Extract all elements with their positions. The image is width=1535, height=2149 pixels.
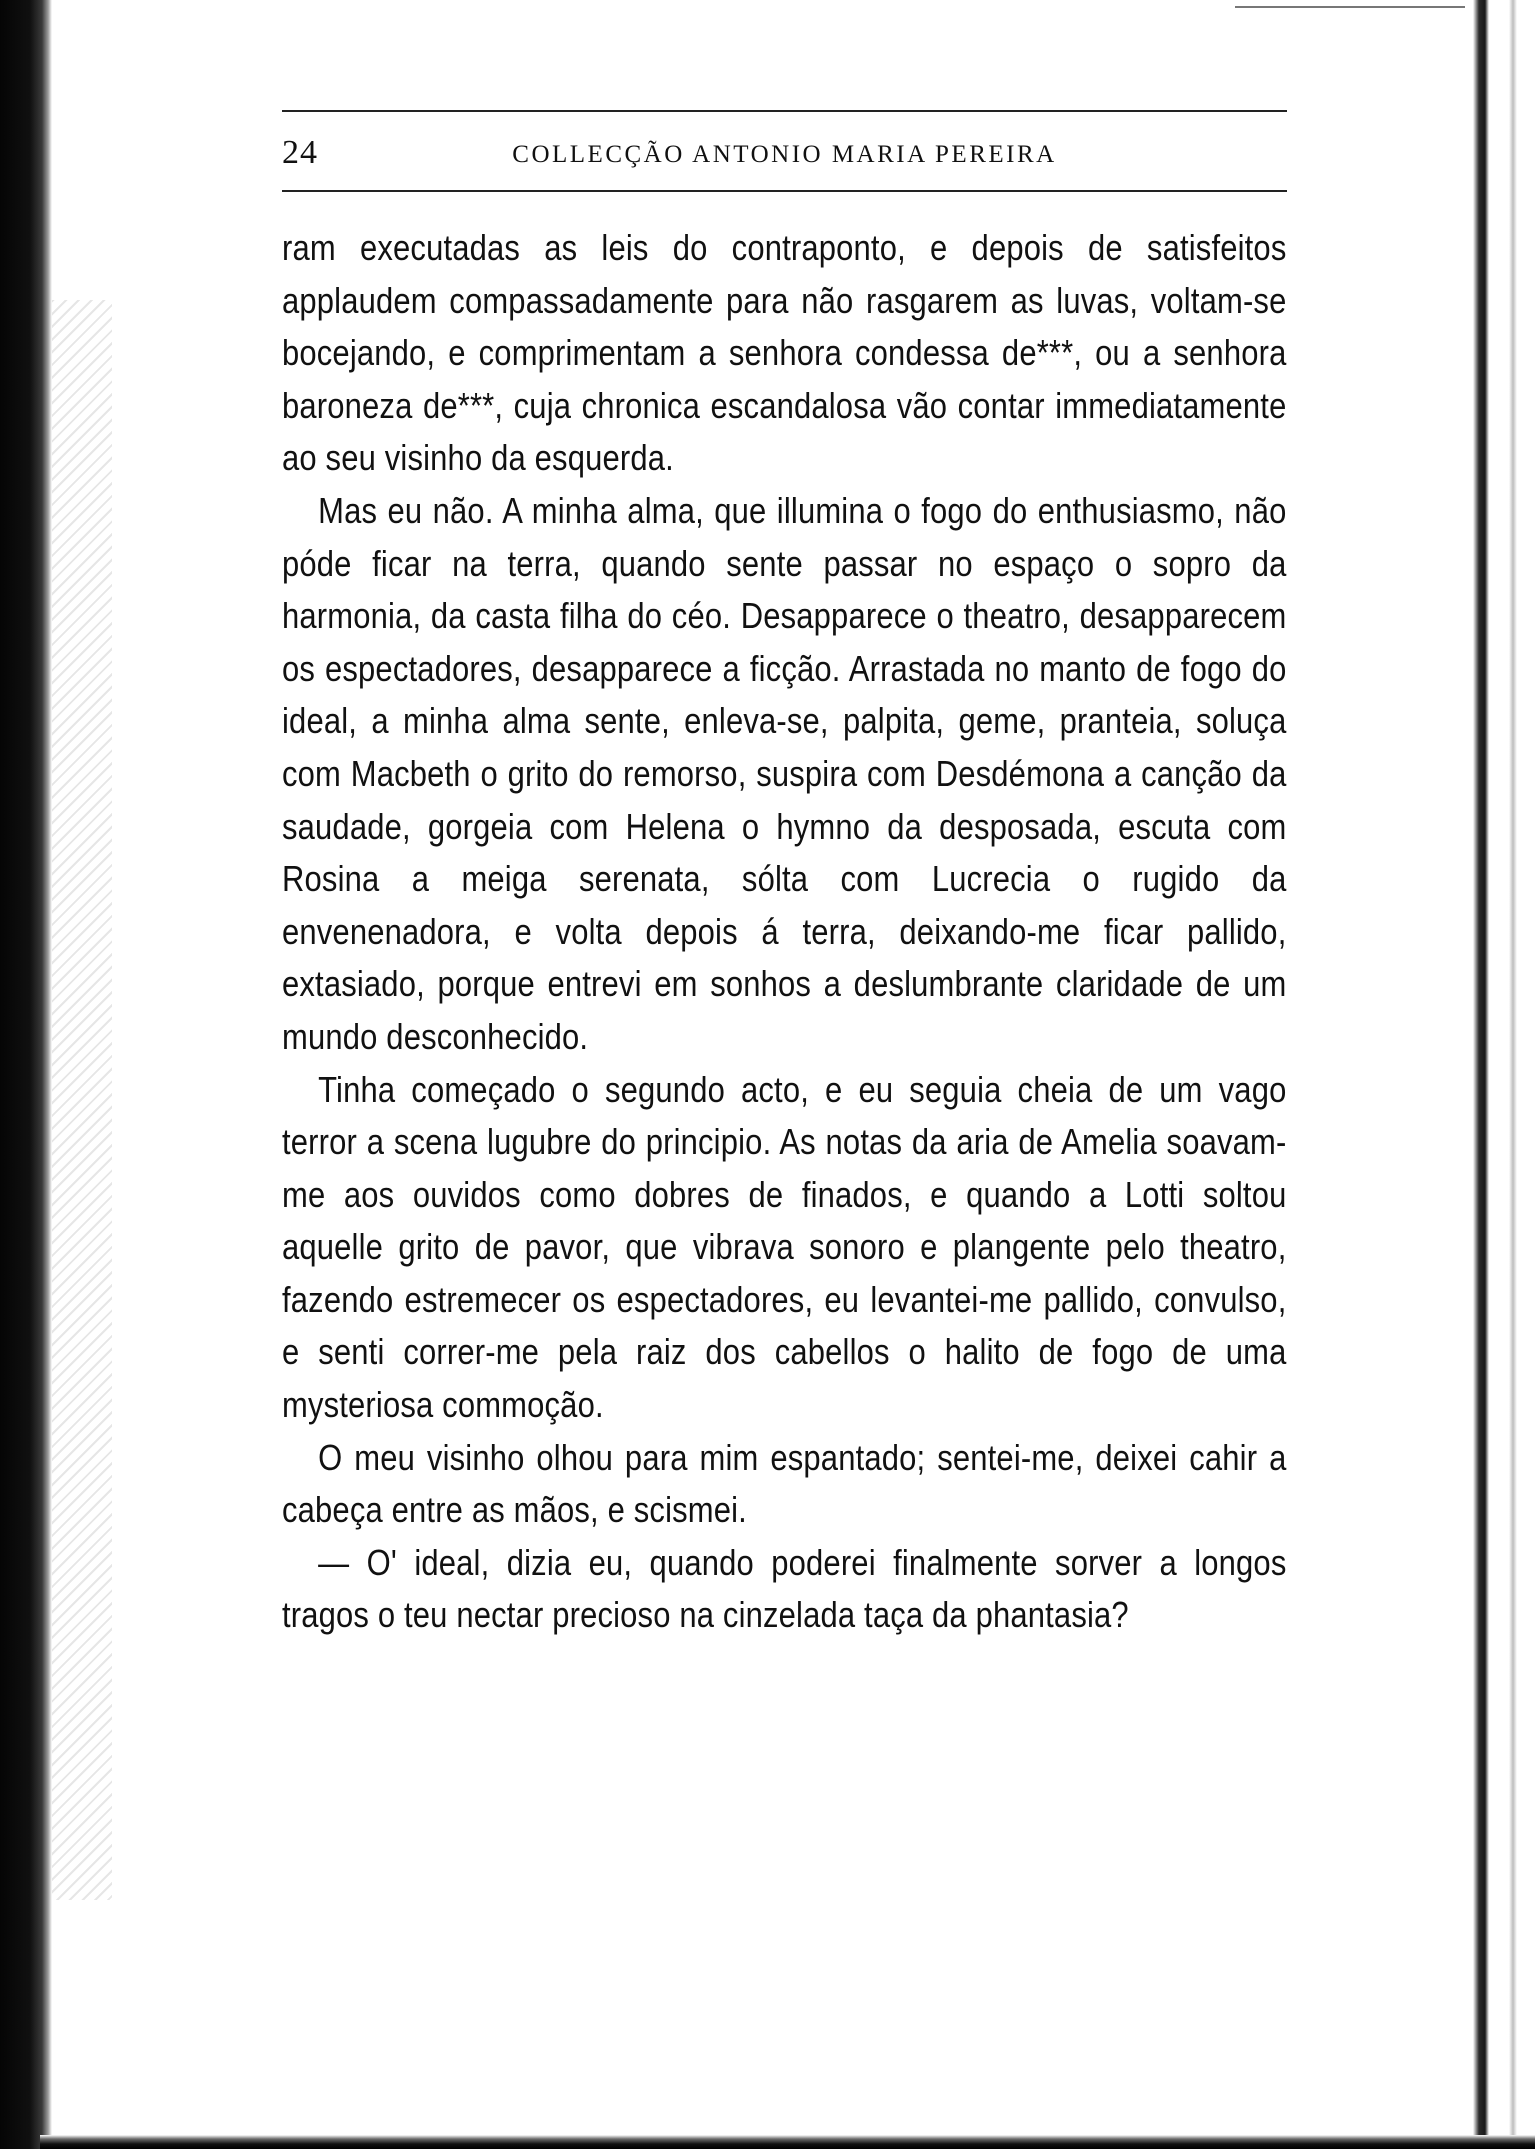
- top-page-edge: [1235, 6, 1465, 8]
- running-head: [282, 112, 1287, 190]
- binding-shadow-texture: [52, 300, 112, 1900]
- page-number: 24: [282, 134, 318, 171]
- left-binding-edge: [0, 0, 52, 2149]
- book-page: [282, 110, 1287, 1642]
- paragraph: ram executadas as leis do contraponto, e depois de satisfeitos applaudem compassadamente para não rasgarem as luvas, voltam-se bocejando, e comprimentam a senhora condessa de***, ou a senhora baroneza de***, cuja chronica escandalosa vão contar immediatamente ao seu visinho da esquerda.: [282, 227, 1287, 479]
- bottom-page-edge: [40, 2135, 1535, 2149]
- paragraph: Mas eu não. A minha alma, que illumina o fogo do enthusiasmo, não póde ficar na terra, quando sente passar no espaço o sopro da harmonia, da casta filha do céo. Desapparece o theatro, desapparecem os espectadores, desapparece a ficção. Arrastada no manto de fogo do ideal, a minha alma sente, enleva-se, palpita, geme, pranteia, soluça com Macbeth o grito do remorso, suspira com Desdémona a canção da saudade, gorgeia com Helena o hymno da desposada, escuta com Rosina a meiga serenata, sólta com Lucrecia o rugido da envenenadora, e volta depois á terra, deixando-me ficar pallido, extasiado, porque entrevi em sonhos a deslumbrante claridade de um mundo desconhecido.: [282, 489, 1287, 1057]
- paragraph: O meu visinho olhou para mim espantado; sentei-me, deixei cahir a cabeça entre as mãos, e scismei.: [282, 1436, 1287, 1531]
- body-text: [282, 222, 1286, 1642]
- paragraph: Tinha começado o segundo acto, e eu seguia cheia de um vago terror a scena lugubre do principio. As notas da aria de Amelia soavam-me aos ouvidos como dobres de finados, e quando a Lotti soltou aquelle grito de pavor, que vibrava sonoro e plangente pelo theatro, fazendo estremecer os espectadores, eu levantei-me pallido, convulso, e senti correr-me pela raiz dos cabellos o halito de fogo de uma mysteriosa commoção.: [282, 1068, 1287, 1426]
- paragraph: — O' ideal, dizia eu, quando poderei finalmente sorver a longos tragos o teu nectar precioso na cinzelada taça da phantasia?: [282, 1541, 1287, 1636]
- running-title: COLLECÇÃO ANTONIO MARIA PEREIRA: [512, 141, 1057, 168]
- right-binding-edge: [1465, 0, 1535, 2149]
- header-bottom-rule: [282, 190, 1287, 192]
